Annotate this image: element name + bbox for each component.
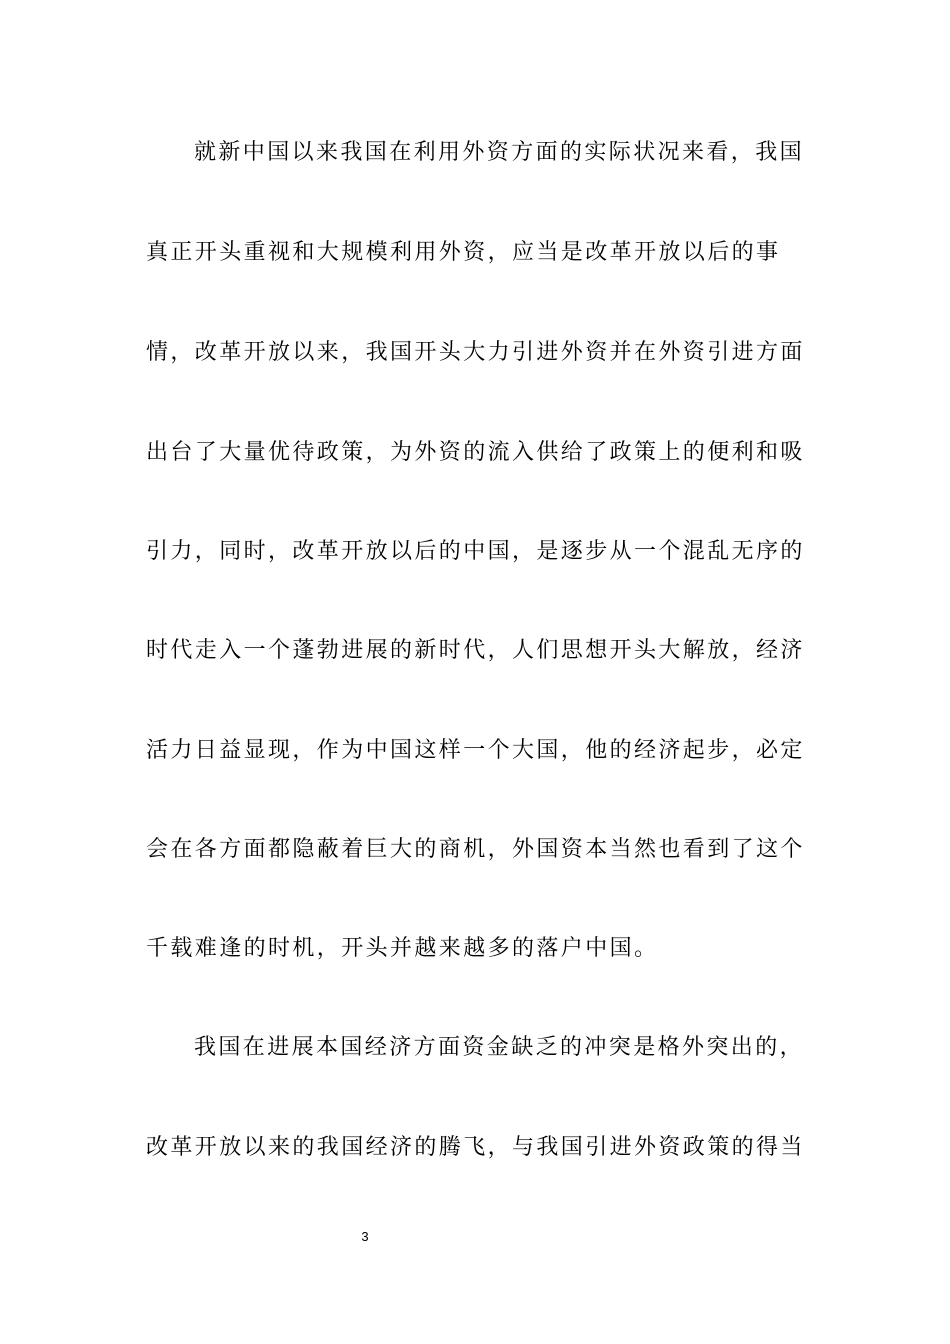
text-line: 会在各方面都隐蔽着巨大的商机，外国资本当然也看到了这个 (146, 837, 805, 862)
text-line: 引力，同时，改革开放以后的中国，是逐步从一个混乱无序的 (146, 539, 805, 564)
text-line: 活力日益显现，作为中国这样一个大国，他的经济起步，必定 (146, 738, 805, 763)
text-line: 真正开头重视和大规模利用外资，应当是改革开放以后的事 (146, 240, 781, 265)
text-line: 出台了大量优待政策，为外资的流入供给了政策上的便利和吸 (146, 440, 805, 465)
text-line: 时代走入一个蓬勃进展的新时代，人们思想开头大解放，经济 (146, 638, 805, 663)
text-line: 我国在进展本国经济方面资金缺乏的冲突是格外突出的， (194, 1035, 805, 1060)
text-line: 就新中国以来我国在利用外资方面的实际状况来看，我国 (194, 140, 805, 165)
text-line: 千载难逢的时机，开头并越来越多的落户中国。 (146, 936, 659, 961)
text-line: 情，改革开放以来，我国开头大力引进外资并在外资引进方面 (146, 340, 805, 365)
text-line: 改革开放以来的我国经济的腾飞，与我国引进外资政策的得当 (146, 1135, 805, 1160)
page-number: 3 (361, 1229, 369, 1244)
